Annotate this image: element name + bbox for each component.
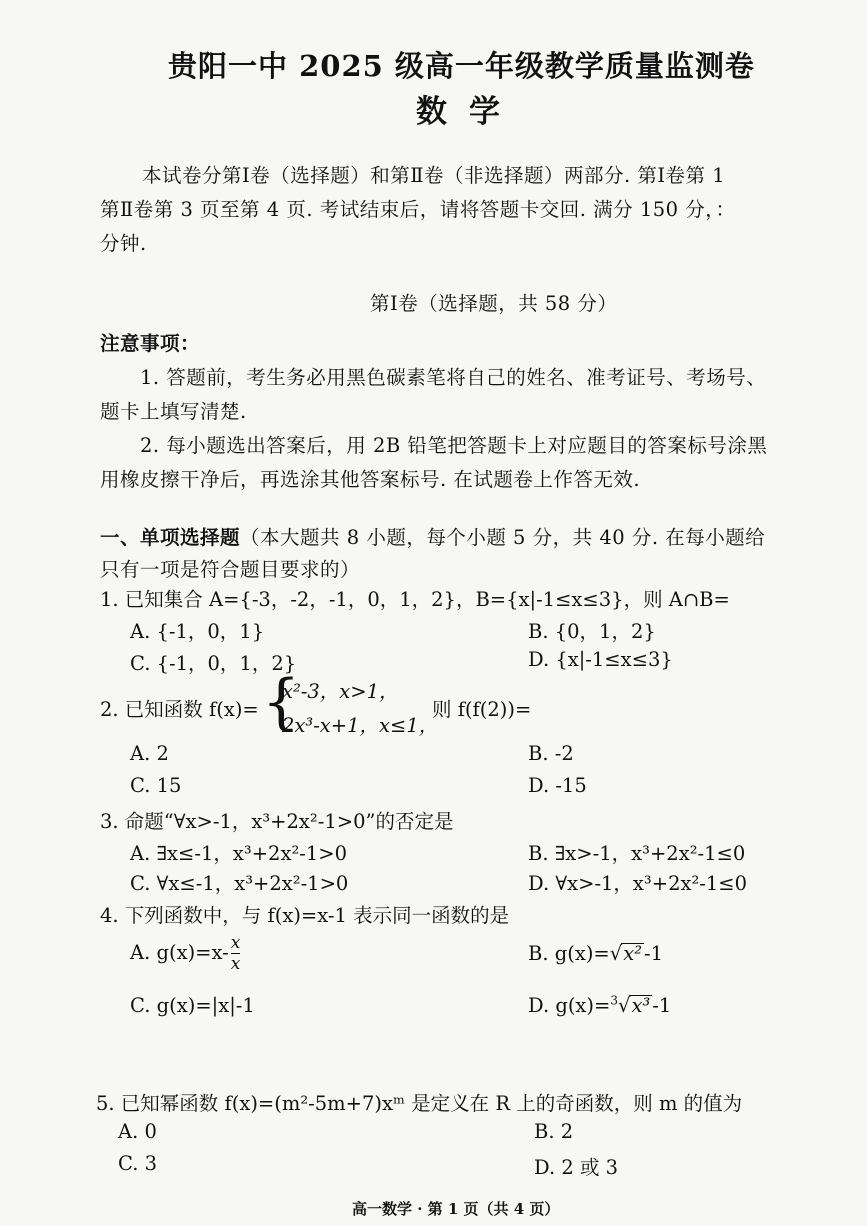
note-1-line-2: 题卡上填写清楚.: [100, 400, 247, 423]
question-1-option-a: A. {-1，0，1}: [130, 620, 265, 643]
question-2-case-2: 2x³-x+1，x≤1，: [282, 714, 439, 737]
question-2-case-1: x²-3，x>1，: [282, 680, 399, 703]
question-2-stem: 2. 已知函数 f(x)=: [100, 698, 259, 721]
radicand: x³: [631, 994, 651, 1017]
question-3-option-c: C. ∀x≤-1，x³+2x²-1>0: [130, 872, 349, 895]
section-title: 第Ⅰ卷（选择题，共 58 分）: [370, 292, 618, 315]
part-heading-rest: （本大题共 8 小题，每个小题 5 分，共 40 分. 在每小题给: [240, 526, 766, 549]
question-2-option-a: A. 2: [130, 742, 169, 765]
sqrt-symbol: √: [618, 994, 631, 1017]
question-5-option-c: C. 3: [118, 1152, 158, 1175]
notes-heading: 注意事项：: [100, 332, 201, 355]
question-3-stem: 3. 命题“∀x>-1，x³+2x²-1>0”的否定是: [100, 810, 454, 833]
question-1-option-c: C. {-1，0，1，2}: [130, 652, 297, 675]
question-5-option-a: A. 0: [118, 1120, 157, 1143]
question-2-option-c: C. 15: [130, 774, 182, 797]
question-3-option-b: B. ∃x>-1，x³+2x²-1≤0: [528, 842, 746, 865]
intro-line-1: 本试卷分第Ⅰ卷（选择题）和第Ⅱ卷（非选择题）两部分. 第Ⅰ卷第 1: [142, 164, 726, 187]
part-heading-line-2: 只有一项是符合题目要求的）: [100, 558, 361, 581]
page-footer: 高一数学 · 第 1 页（共 4 页）: [352, 1200, 560, 1218]
sqrt-symbol: √: [609, 942, 623, 965]
question-2-tail: 则 f(f(2))=: [432, 698, 532, 721]
radicand: x²: [623, 942, 643, 965]
question-1-option-d: D. {x|-1≤x≤3}: [528, 648, 673, 671]
subject-title: 数学: [416, 94, 522, 130]
piecewise-brace: {: [262, 667, 301, 737]
intro-line-3: 分钟.: [100, 232, 147, 255]
note-2-line-1: 2. 每小题选出答案后，用 2B 铅笔把答题卡上对应题目的答案标号涂黑: [140, 434, 768, 457]
fraction-denominator: x: [230, 954, 241, 974]
question-4-option-b: [528, 942, 663, 965]
question-5-option-b: B. 2: [534, 1120, 574, 1143]
intro-line-2: 第Ⅱ卷第 3 页至第 4 页. 考试结束后，请将答题卡交回. 满分 150 分，：: [100, 198, 736, 221]
fraction-numerator: x: [230, 933, 241, 953]
question-4-option-d: [528, 994, 671, 1017]
question-5-stem: 5. 已知幂函数 f(x)=(m²-5m+7)xᵐ 是定义在 R 上的奇函数，则 m 的值为: [96, 1092, 743, 1115]
question-4-option-b-suffix: -1: [644, 942, 664, 965]
note-2-line-2: 用橡皮擦干净后，再选涂其他答案标号. 在试题卷上作答无效.: [100, 468, 641, 491]
question-3-option-a: A. ∃x≤-1，x³+2x²-1>0: [130, 842, 348, 865]
question-1-option-b: B. {0，1，2}: [528, 620, 656, 643]
question-4-option-a: [130, 934, 240, 973]
part-heading-bold: 一、单项选择题: [100, 526, 241, 549]
question-4-option-c: C. g(x)=|x|-1: [130, 994, 255, 1017]
exam-title: 贵阳一中 2025 级高一年级教学质量监测卷: [168, 49, 755, 83]
question-3-option-d: D. ∀x>-1，x³+2x²-1≤0: [528, 872, 748, 895]
root-index: 3: [610, 993, 619, 1008]
fraction: [231, 934, 241, 973]
question-2-option-d: D. -15: [528, 774, 587, 797]
question-1-stem: 1. 已知集合 A={-3，-2，-1，0，1，2}，B={x|-1≤x≤3}，则 A∩B=: [100, 588, 730, 611]
question-4-stem: 4. 下列函数中，与 f(x)=x-1 表示同一函数的是: [100, 904, 510, 927]
part-heading: [100, 522, 765, 550]
question-2-option-b: B. -2: [528, 742, 574, 765]
question-4-option-b-prefix: B. g(x)=: [528, 942, 610, 965]
question-4-option-d-suffix: -1: [652, 994, 672, 1017]
question-4-option-a-prefix: A. g(x)=x-: [130, 941, 229, 964]
note-1-line-1: 1. 答题前，考生务必用黑色碳素笔将自己的姓名、准考证号、考场号、: [140, 366, 767, 389]
question-4-option-d-prefix: D. g(x)=: [528, 994, 611, 1017]
question-5-option-d: D. 2 或 3: [534, 1156, 619, 1179]
